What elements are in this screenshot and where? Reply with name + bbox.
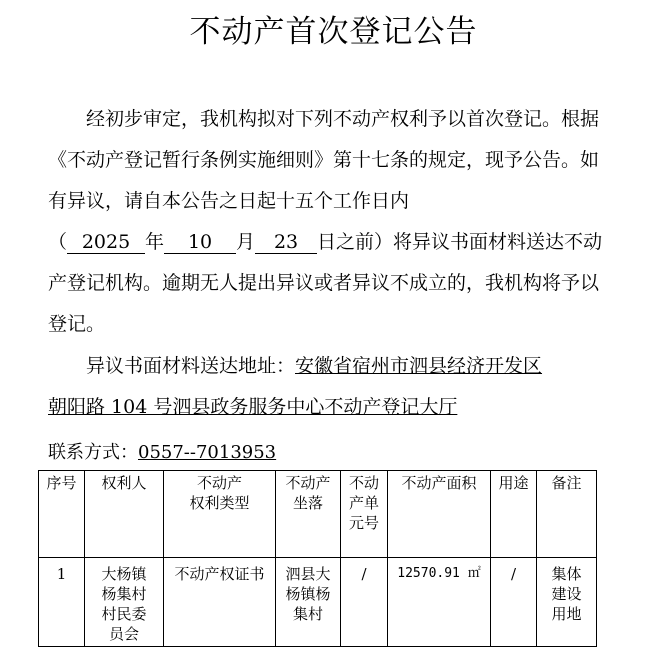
table-cell: 大杨镇 杨集村 村民委 员会 — [85, 558, 164, 647]
table-header-cell: 不动 产单 元号 — [341, 471, 388, 558]
paragraph-1-text: 经初步审定，我机构拟对下列不动产权利予以首次登记。 — [86, 108, 562, 130]
month-label: 月 — [236, 231, 256, 253]
open-paren: （ — [48, 231, 68, 253]
deadline-year: 2025 — [67, 231, 145, 254]
table-row — [39, 558, 597, 647]
table-header-cell: 不动产 权利类型 — [164, 471, 276, 558]
paragraph-1-text: 予公告。如有异议，请自本公告之日起十五个工作日内 — [48, 149, 600, 212]
contact-line — [48, 440, 276, 466]
registration-table — [38, 470, 597, 647]
table-header-cell: 用途 — [491, 471, 537, 558]
paragraph-1-text: 根据《不动产登记暂行条例实施细则》第十七条的规定，现 — [48, 108, 600, 171]
notice-paragraph-1 — [48, 99, 608, 345]
contact-phone: 0557--7013953 — [138, 442, 277, 463]
table-cell: / — [491, 558, 537, 647]
day-label: 日之前）将异议书面材料送达不 — [317, 231, 584, 253]
table-cell: 12570.91 ㎡ — [388, 558, 491, 647]
paragraph-1-text: 构将予以登记。 — [48, 272, 600, 335]
table-header-row — [39, 471, 597, 558]
address-text: 安徽省宿州市泗县经济开发区 — [295, 355, 543, 377]
table-header-cell: 不动产 坐落 — [276, 471, 341, 558]
table-cell: 不动产权证书 — [164, 558, 276, 647]
table-cell: 集体 建设 用地 — [537, 558, 597, 647]
table-cell: 1 — [39, 558, 85, 647]
deadline-day: 23 — [255, 231, 317, 254]
deadline-month: 10 — [164, 231, 236, 254]
table-cell: / — [341, 558, 388, 647]
paragraph-1-text: 动产登记机构。逾期无人提出异议或者异议不成立的，我机 — [48, 231, 603, 294]
table-header-cell: 权利人 — [85, 471, 164, 558]
notice-title: 不动产首次登记公告 — [189, 14, 478, 50]
year-label: 年 — [145, 231, 165, 253]
notice-paragraph-2 — [48, 346, 608, 428]
address-text: 朝阳路 104 号泗县政务服务中心不动产登记大厅 — [48, 396, 458, 418]
table-cell: 泗县大 杨镇杨 集村 — [276, 558, 341, 647]
table-header-cell: 序号 — [39, 471, 85, 558]
contact-label: 联系方式： — [48, 442, 138, 463]
address-prefix: 异议书面材料送达地址： — [86, 355, 296, 377]
table-header-cell: 备注 — [537, 471, 597, 558]
table-header-cell: 不动产面积 — [388, 471, 491, 558]
